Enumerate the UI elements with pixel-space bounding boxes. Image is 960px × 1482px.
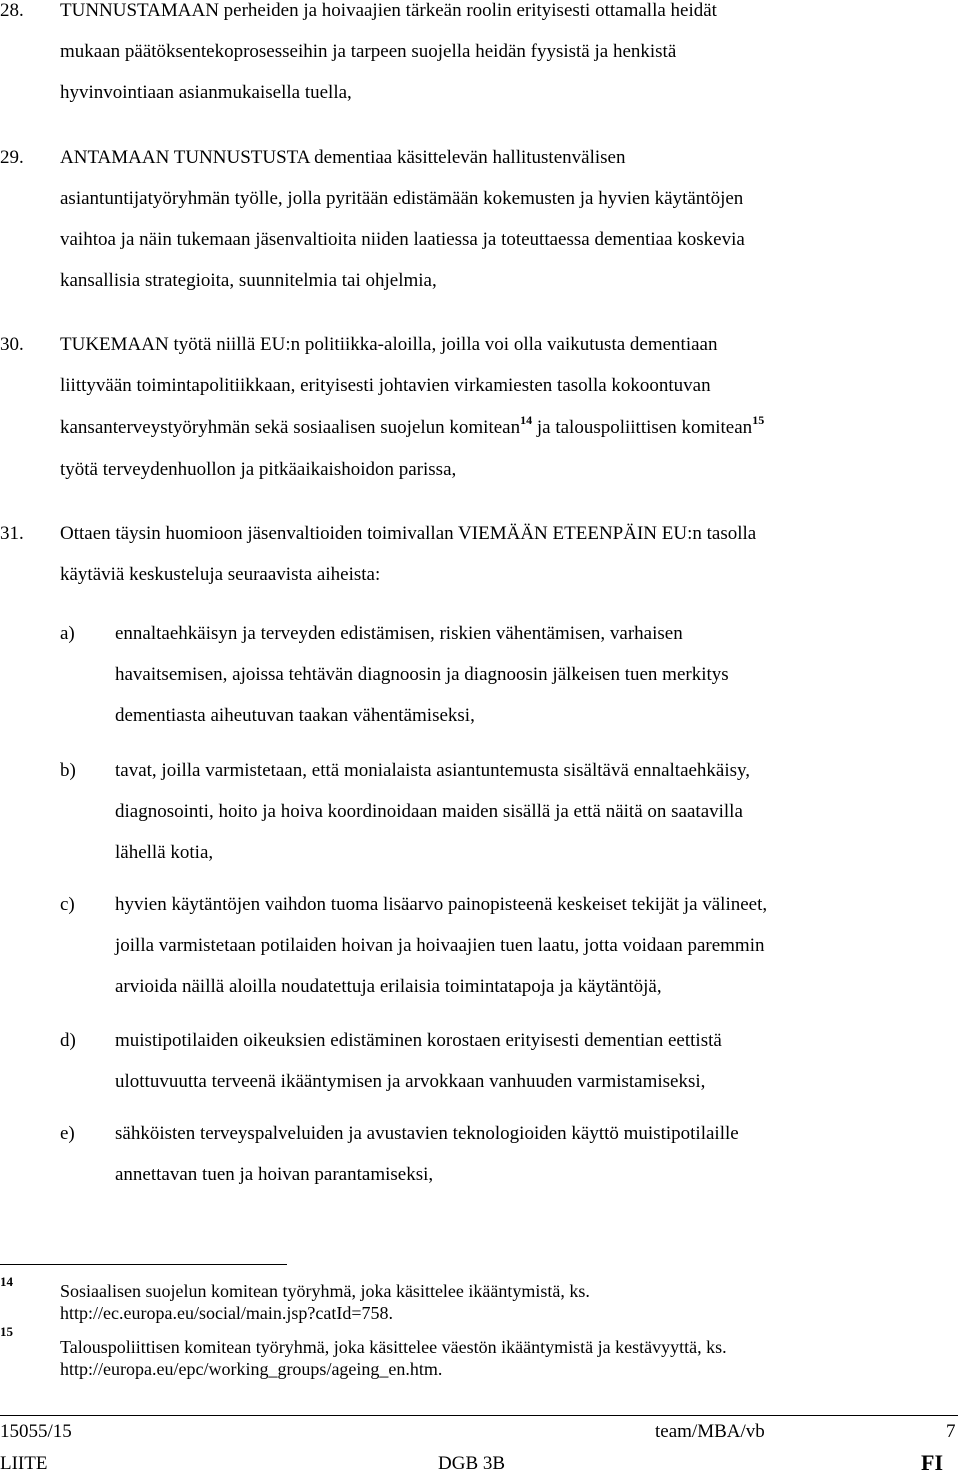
footnote-ref-14[interactable]: 14 — [520, 412, 533, 427]
paragraph-line: ANTAMAAN TUNNUSTUSTA dementiaa käsittelevän hallitustenvälisen — [60, 147, 626, 168]
paragraph-line: työtä terveydenhuollon ja pitkäaikaishoidon parissa, — [60, 459, 457, 480]
list-item-letter: a) — [60, 623, 75, 644]
list-item-line: ulottuvuutta terveenä ikääntymisen ja arvokkaan vanhuuden varmistamiseksi, — [115, 1071, 706, 1092]
footnote-number: 14 — [0, 1274, 13, 1289]
paragraph-number: 28. — [0, 0, 24, 21]
paragraph-line: TUNNUSTAMAAN perheiden ja hoivaajien tärkeän roolin erityisesti ottamalla heidät — [60, 0, 717, 21]
list-item-line: diagnosointi, hoito ja hoiva koordinoidaan maiden sisällä ja että näitä on saatavilla — [115, 801, 743, 822]
paragraph-line: kansallisia strategioita, suunnitelmia tai ohjelmia, — [60, 270, 437, 291]
list-item-line: joilla varmistetaan potilaiden hoivan ja hoivaajien tuen laatu, jotta voidaan paremmin — [115, 935, 765, 956]
paragraph-number: 29. — [0, 147, 24, 168]
list-item-line: havaitsemisen, ajoissa tehtävän diagnoosin ja diagnoosin jälkeisen tuen merkitys — [115, 664, 729, 685]
paragraph-line-with-footnotes — [60, 406, 950, 449]
paragraph-line-part: ja talouspoliittisen komitean — [532, 417, 753, 438]
list-item-line: annettavan tuen ja hoivan parantamiseksi, — [115, 1164, 434, 1185]
list-item-d — [0, 1020, 950, 1102]
directorate-code: DGB 3B — [438, 1453, 506, 1474]
paragraph-line: hyvinvointiaan asianmukaisella tuella, — [60, 82, 352, 103]
list-item-b — [0, 750, 950, 873]
paragraph-31 — [0, 513, 950, 595]
list-item-letter: c) — [60, 894, 75, 915]
paragraph-line: vaihtoa ja näin tukemaan jäsenvaltioita niiden laatiessa ja toteuttaessa dementiaa koskevia — [60, 229, 745, 250]
paragraph-line: Ottaen täysin huomioon jäsenvaltioiden toimivallan VIEMÄÄN ETEENPÄIN EU:n tasolla — [60, 523, 757, 544]
list-item-line: lähellä kotia, — [115, 842, 214, 863]
paragraph-number: 30. — [0, 334, 24, 355]
paragraph-line: TUKEMAAN työtä niillä EU:n politiikka-aloilla, joilla voi olla vaikutusta dementiaan — [60, 334, 718, 355]
paragraph-line: mukaan päätöksentekoprosesseihin ja tarpeen suojella heidän fyysistä ja henkistä — [60, 41, 677, 62]
list-item-line: dementiasta aiheutuvan taakan vähentämiseksi, — [115, 705, 475, 726]
list-item-c — [0, 884, 950, 1007]
footnote-number: 15 — [0, 1324, 13, 1339]
paragraph-line: asiantuntijatyöryhmän työlle, jolla pyritään edistämään kokemusten ja hyvien käytäntöjen — [60, 188, 744, 209]
footnote-line: Sosiaalisen suojelun komitean työryhmä, joka käsittelee ikääntymistä, ks. — [60, 1281, 590, 1301]
paragraph-line-part: kansanterveystyöryhmän sekä sosiaalisen suojelun komitean — [60, 417, 521, 438]
list-item-line: arvioida näillä aloilla noudatettuja erilaisia toimintatapoja ja käytäntöjä, — [115, 976, 662, 997]
list-item-line: ennaltaehkäisyn ja terveyden edistämisen, riskien vähentämisen, varhaisen — [115, 623, 683, 644]
paragraph-29 — [0, 137, 950, 301]
footer-separator — [0, 1415, 958, 1416]
list-item-line: sähköisten terveyspalveluiden ja avustavien teknologioiden käyttö muistipotilaille — [115, 1123, 739, 1144]
language-code: FI — [921, 1450, 943, 1475]
list-item-letter: d) — [60, 1030, 76, 1051]
annex-label: LIITE — [0, 1453, 48, 1474]
paragraph-line: liittyvään toimintapolitiikkaan, erityisesti johtavien virkamiesten tasolla kokoontuvan — [60, 375, 711, 396]
footnote-14 — [0, 1274, 950, 1324]
footnote-ref-15[interactable]: 15 — [752, 412, 765, 427]
page-number: 7 — [946, 1421, 956, 1442]
list-item-a — [0, 613, 950, 736]
paragraph-28 — [0, 0, 950, 113]
footnote-15 — [0, 1324, 950, 1380]
list-item-line: hyvien käytäntöjen vaihdon tuoma lisäarvo painopisteenä keskeiset tekijät ja välineet, — [115, 894, 768, 915]
paragraph-30 — [0, 324, 950, 490]
list-item-letter: b) — [60, 760, 76, 781]
paragraph-number: 31. — [0, 523, 24, 544]
paragraph-line: käytäviä keskusteluja seuraavista aiheista: — [60, 564, 381, 585]
list-item-line: muistipotilaiden oikeuksien edistäminen korostaen erityisesti dementian eettistä — [115, 1030, 722, 1051]
footnote-link[interactable]: http://europa.eu/epc/working_groups/ageing_en.htm. — [60, 1359, 443, 1379]
list-item-line: tavat, joilla varmistetaan, että monialaista asiantuntemusta sisältävä ennaltaehkäisy, — [115, 760, 751, 781]
list-item-e — [0, 1113, 950, 1195]
doc-number: 15055/15 — [0, 1421, 72, 1442]
footnote-link[interactable]: http://ec.europa.eu/social/main.jsp?catId=758. — [60, 1303, 394, 1323]
author-code: team/MBA/vb — [655, 1421, 765, 1442]
footnote-separator — [0, 1264, 287, 1265]
footnote-line: Talouspoliittisen komitean työryhmä, joka käsittelee väestön ikääntymistä ja kestävyyttä, ks. — [60, 1337, 727, 1357]
list-item-letter: e) — [60, 1123, 75, 1144]
